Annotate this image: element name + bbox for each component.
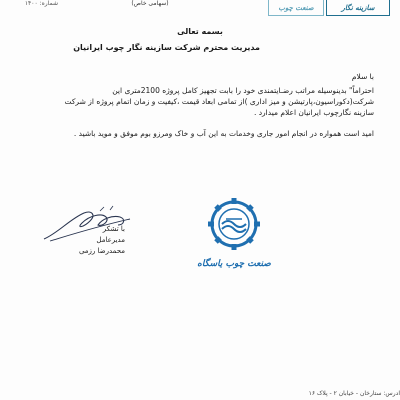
letter-closing-paragraph: امید است همواره در انجام امور جاری وخدمات به این آب و خاک ومرزو بوم موفق و موید باشید . xyxy=(73,129,374,138)
stamp-text: صنعت چوب یاسگاه xyxy=(197,259,271,269)
logo-primary-text: سازینه نگار xyxy=(341,3,375,12)
company-logo-primary xyxy=(326,0,390,16)
handwritten-signature xyxy=(40,205,135,245)
signatory-title: مدیرعامل xyxy=(96,236,125,244)
greeting: با سلام xyxy=(351,72,374,81)
footer-address: آدرس: ستارخان - خیابان ۲ - پلاک ۱۶ xyxy=(308,390,400,397)
recipient-line: مدیریت محترم شرکت سازینه نگار چوب ایرانیان xyxy=(73,43,260,52)
letter-body-paragraph: احتراماً" بدینوسیله مراتب رضـایتمندی خود را بابت تجهیز کامل پروژه 2100متری این شرکت(دکوراسیون،پارتیشن و میز اداری )از تمامی ابعاد قیمت ،کیفیت و زمان اتمام پروژه از شرکت سازینه نگارچوب ایرانیان اعلام میدارد . xyxy=(64,86,374,117)
signatory-name: محمدرضا رزمی xyxy=(78,247,125,255)
header-left-text: شماره: ۱۴۰۰ xyxy=(24,0,58,7)
logo-secondary-text: صنعت چوب xyxy=(278,3,314,12)
company-logo-secondary xyxy=(268,0,324,16)
thanks-line: با تشکر xyxy=(102,225,125,233)
basmala-heading: بسمه تعالی xyxy=(177,27,223,36)
company-stamp xyxy=(196,194,272,280)
header-company-type: (سهامی خاص) xyxy=(131,0,169,7)
